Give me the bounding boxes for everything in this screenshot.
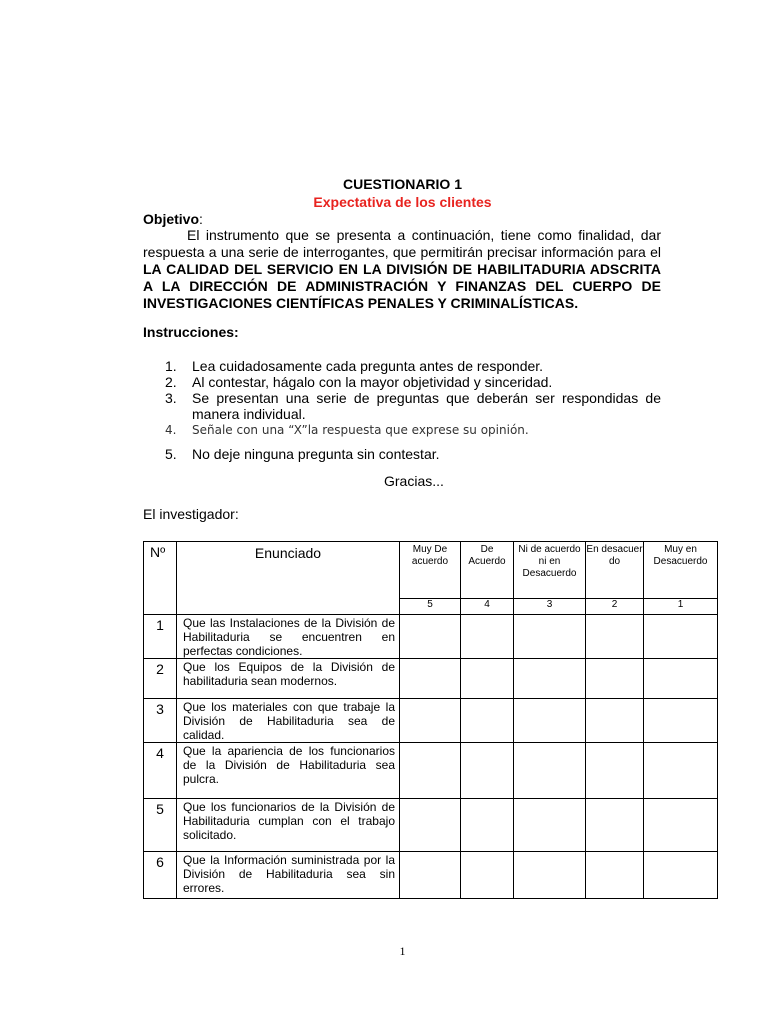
row-statement: Que las Instalaciones de la División de Habilitaduria se encuentren en perfectas condiciones. — [177, 615, 400, 659]
list-item — [143, 446, 661, 462]
objective-colon: : — [199, 211, 203, 227]
answer-cell[interactable] — [400, 799, 461, 852]
list-item-text: Se presentan una serie de preguntas que deberán ser respondidas de manera individual. — [192, 390, 661, 422]
answer-cell[interactable] — [514, 659, 586, 699]
column-header-option: En desacuer do — [586, 542, 644, 599]
answer-cell[interactable] — [644, 743, 718, 799]
scale-value: 3 — [514, 599, 586, 615]
answer-cell[interactable] — [514, 699, 586, 743]
list-item-text: No deje ninguna pregunta sin contestar. — [192, 446, 440, 462]
scale-value: 1 — [644, 599, 718, 615]
list-item — [143, 422, 661, 438]
page-title: CUESTIONARIO 1 — [342, 176, 462, 192]
table-row — [144, 852, 718, 899]
instructions-heading: Instrucciones: — [143, 324, 239, 340]
scale-value: 4 — [461, 599, 514, 615]
row-number: 6 — [144, 852, 177, 899]
answer-cell[interactable] — [461, 699, 514, 743]
answer-cell[interactable] — [400, 743, 461, 799]
table-row — [144, 659, 718, 699]
row-number: 2 — [144, 659, 177, 699]
column-header-statement: Enunciado — [177, 542, 400, 615]
row-statement: Que la Información suministrada por la División de Habilitaduria sea sin errores. — [177, 852, 400, 899]
row-statement: Que los materiales con que trabaje la División de Habilitaduria sea de calidad. — [177, 699, 400, 743]
list-item-number: 1. — [165, 358, 177, 374]
signature-label: El investigador: — [143, 506, 239, 522]
row-number: 1 — [144, 615, 177, 659]
row-number: 3 — [144, 699, 177, 743]
list-item-text: Lea cuidadosamente cada pregunta antes de responder. — [192, 358, 544, 374]
row-number: 5 — [144, 799, 177, 852]
objective-label: Objetivo — [143, 211, 200, 227]
answer-cell[interactable] — [586, 659, 644, 699]
objective-text: El instrumento que se presenta a continuación, tiene como finalidad, dar respuesta a una serie de interrogantes, que permitirán precisar información para el — [143, 227, 661, 260]
answer-cell[interactable] — [461, 799, 514, 852]
row-statement: Que los Equipos de la División de habilitaduria sean modernos. — [177, 659, 400, 699]
list-item — [143, 374, 661, 390]
column-header-number: Nº — [144, 542, 177, 615]
answer-cell[interactable] — [461, 743, 514, 799]
objective-heading — [143, 211, 203, 227]
answer-cell[interactable] — [644, 659, 718, 699]
answer-cell[interactable] — [644, 615, 718, 659]
list-item-number: 5. — [165, 446, 177, 462]
scale-value: 2 — [586, 599, 644, 615]
answer-cell[interactable] — [586, 799, 644, 852]
list-item — [143, 358, 661, 374]
table-row — [144, 743, 718, 799]
answer-cell[interactable] — [586, 699, 644, 743]
row-statement: Que los funcionarios de la División de Habilitaduria cumplan con el trabajo solicitado. — [177, 799, 400, 852]
answer-cell[interactable] — [461, 852, 514, 899]
list-item — [143, 390, 661, 422]
row-number: 4 — [144, 743, 177, 799]
answer-cell[interactable] — [400, 699, 461, 743]
page-subtitle: Expectativa de los clientes — [313, 194, 492, 210]
page-number: 1 — [399, 944, 406, 958]
answer-cell[interactable] — [644, 699, 718, 743]
column-header-option: Muy en Desacuerdo — [644, 542, 718, 599]
list-item-text: Al contestar, hágalo con la mayor objetividad y sinceridad. — [192, 374, 553, 390]
table-row — [144, 699, 718, 743]
answer-cell[interactable] — [644, 852, 718, 899]
answer-cell[interactable] — [514, 852, 586, 899]
answer-cell[interactable] — [400, 615, 461, 659]
objective-paragraph — [143, 227, 661, 312]
answer-cell[interactable] — [400, 852, 461, 899]
scale-value: 5 — [400, 599, 461, 615]
answer-cell[interactable] — [514, 615, 586, 659]
answer-cell[interactable] — [644, 799, 718, 852]
answer-cell[interactable] — [586, 743, 644, 799]
list-item-number: 3. — [165, 390, 177, 406]
answer-cell[interactable] — [461, 659, 514, 699]
list-item-number: 4. — [165, 423, 177, 437]
answer-cell[interactable] — [461, 615, 514, 659]
answer-cell[interactable] — [586, 852, 644, 899]
table-header-row — [144, 542, 718, 599]
answer-cell[interactable] — [514, 743, 586, 799]
list-item-text: Señale con una “X”la respuesta que exprese su opinión. — [192, 423, 529, 437]
answer-cell[interactable] — [586, 615, 644, 659]
table-row — [144, 615, 718, 659]
column-header-option: Ni de acuerdo ni en Desacuerdo — [514, 542, 586, 599]
column-header-option: De Acuerdo — [461, 542, 514, 599]
objective-text-bold: LA CALIDAD DEL SERVICIO EN LA DIVISIÓN DE HABILITADURIA ADSCRITA A LA DIRECCIÓN DE ADMINISTRACIÓN Y FINANZAS DEL CUERPO DE INVESTIGACIONES CIENTÍFICAS PENALES Y CRIMINALÍSTICAS. — [143, 261, 661, 311]
answer-cell[interactable] — [514, 799, 586, 852]
questionnaire-table — [143, 541, 718, 899]
list-item-number: 2. — [165, 374, 177, 390]
instructions-list — [143, 358, 661, 462]
row-statement: Que la apariencia de los funcionarios de la División de Habilitaduria sea pulcra. — [177, 743, 400, 799]
column-header-option: Muy De acuerdo — [400, 542, 461, 599]
answer-cell[interactable] — [400, 659, 461, 699]
table-row — [144, 799, 718, 852]
thanks-text: Gracias... — [384, 473, 444, 489]
